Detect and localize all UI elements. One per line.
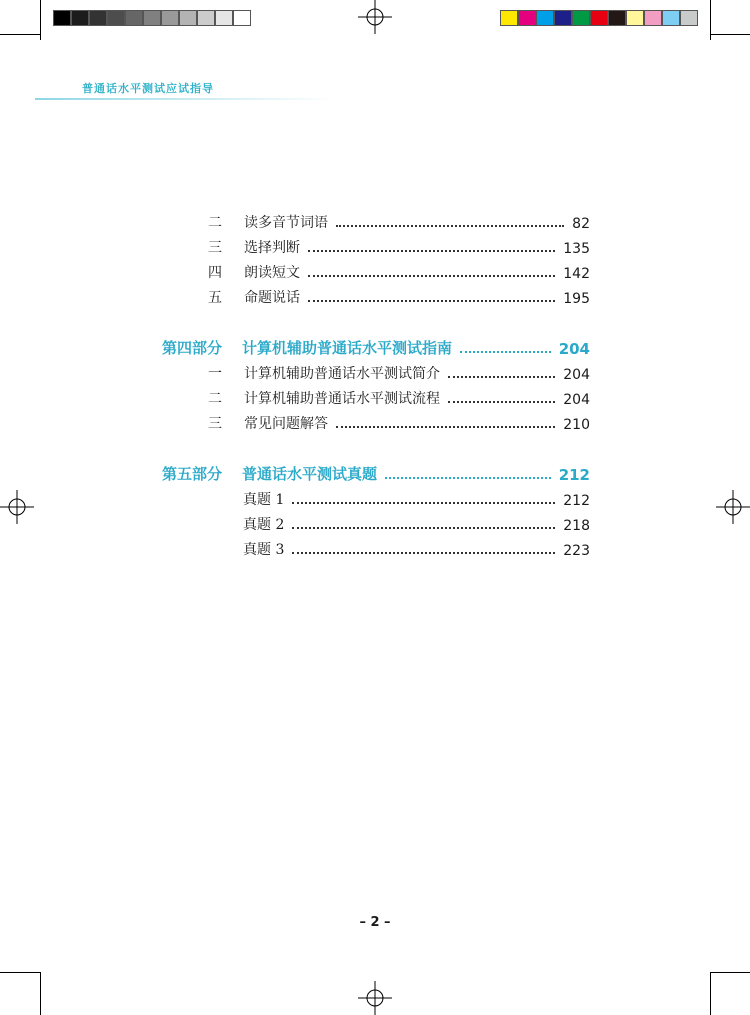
toc-entry[interactable] — [208, 386, 590, 408]
leader-dots — [308, 300, 555, 302]
color-swatch — [161, 10, 179, 26]
leader-dots — [448, 376, 555, 378]
registration-mark-right — [716, 490, 750, 524]
color-swatch — [662, 10, 680, 26]
color-swatch — [71, 10, 89, 26]
toc-part-heading[interactable] — [162, 336, 590, 358]
toc-entry-number: 三 — [208, 240, 222, 256]
color-swatch — [554, 10, 572, 26]
header-rule — [35, 98, 335, 100]
toc-entry-title: 真题 1 — [243, 492, 285, 508]
toc-entry-page: 210 — [563, 417, 590, 433]
toc-entry-title: 常见问题解答 — [244, 416, 328, 432]
toc-entry-page: 212 — [563, 493, 590, 509]
registration-mark-left — [0, 490, 34, 524]
toc-entry-page: 82 — [572, 216, 590, 232]
registration-mark-top — [358, 0, 392, 34]
toc-entry-title: 计算机辅助普通话水平测试流程 — [244, 391, 440, 407]
toc-entry-title: 命题说话 — [244, 290, 300, 306]
toc-entry[interactable] — [208, 210, 590, 232]
color-swatch — [107, 10, 125, 26]
color-swatch — [518, 10, 536, 26]
toc-entry[interactable] — [243, 487, 590, 509]
toc-part-heading[interactable] — [162, 462, 590, 484]
leader-dots — [308, 250, 555, 252]
color-swatch — [89, 10, 107, 26]
toc-entry-title: 读多音节词语 — [244, 215, 328, 231]
part-number: 第四部分 — [162, 339, 223, 357]
color-swatch — [179, 10, 197, 26]
toc-entry-title: 计算机辅助普通话水平测试简介 — [244, 366, 440, 382]
color-swatch — [143, 10, 161, 26]
toc-entry-page: 204 — [563, 392, 590, 408]
toc-entry[interactable] — [208, 285, 590, 307]
toc-entry-title: 真题 2 — [243, 517, 285, 533]
leader-dots — [385, 477, 551, 479]
toc-entry[interactable] — [208, 260, 590, 282]
part-number: 第五部分 — [162, 465, 223, 483]
toc-entry[interactable] — [208, 411, 590, 433]
toc-entry-page: 223 — [563, 543, 590, 559]
toc-entry-page: 218 — [563, 518, 590, 534]
toc-entry[interactable] — [208, 235, 590, 257]
toc-entry-page: 204 — [563, 367, 590, 383]
toc-entry[interactable] — [243, 537, 590, 559]
toc-entry-number: 四 — [208, 265, 222, 281]
color-swatch — [572, 10, 590, 26]
leader-dots — [448, 401, 555, 403]
toc-entry-page: 195 — [563, 291, 590, 307]
leader-dots — [308, 275, 555, 277]
leader-dots — [460, 351, 551, 353]
color-swatch — [590, 10, 608, 26]
leader-dots — [336, 426, 555, 428]
part-title: 普通话水平测试真题 — [242, 465, 378, 483]
toc-entry-number: 二 — [208, 391, 222, 407]
toc-entry-number: 五 — [208, 290, 222, 306]
part-title: 计算机辅助普通话水平测试指南 — [242, 339, 453, 357]
leader-dots — [292, 502, 555, 504]
toc-entry-page: 142 — [563, 266, 590, 282]
toc-entry-number: 二 — [208, 215, 222, 231]
toc-entry-page: 135 — [563, 241, 590, 257]
color-swatch — [215, 10, 233, 26]
running-header-title: 普通话水平测试应试指导 — [82, 82, 214, 95]
color-swatch — [536, 10, 554, 26]
color-swatch — [233, 10, 251, 26]
registration-mark-bottom — [358, 981, 392, 1015]
toc-entry-title: 真题 3 — [243, 542, 285, 558]
part-page: 212 — [558, 466, 590, 484]
toc-entry-number: 三 — [208, 416, 222, 432]
color-swatch — [608, 10, 626, 26]
leader-dots — [336, 225, 564, 227]
toc-entry[interactable] — [208, 361, 590, 383]
color-swatch — [644, 10, 662, 26]
color-swatch — [680, 10, 698, 26]
part-page: 204 — [558, 340, 590, 358]
color-swatch — [626, 10, 644, 26]
color-swatch — [500, 10, 518, 26]
color-swatch — [125, 10, 143, 26]
page-number: – 2 – — [359, 915, 391, 930]
toc-entry-title: 选择判断 — [244, 240, 300, 256]
toc-entry-number: 一 — [208, 366, 222, 382]
leader-dots — [292, 552, 555, 554]
leader-dots — [292, 527, 555, 529]
toc-entry-title: 朗读短文 — [244, 265, 300, 281]
toc-entry[interactable] — [243, 512, 590, 534]
color-swatch — [197, 10, 215, 26]
color-swatch — [53, 10, 71, 26]
